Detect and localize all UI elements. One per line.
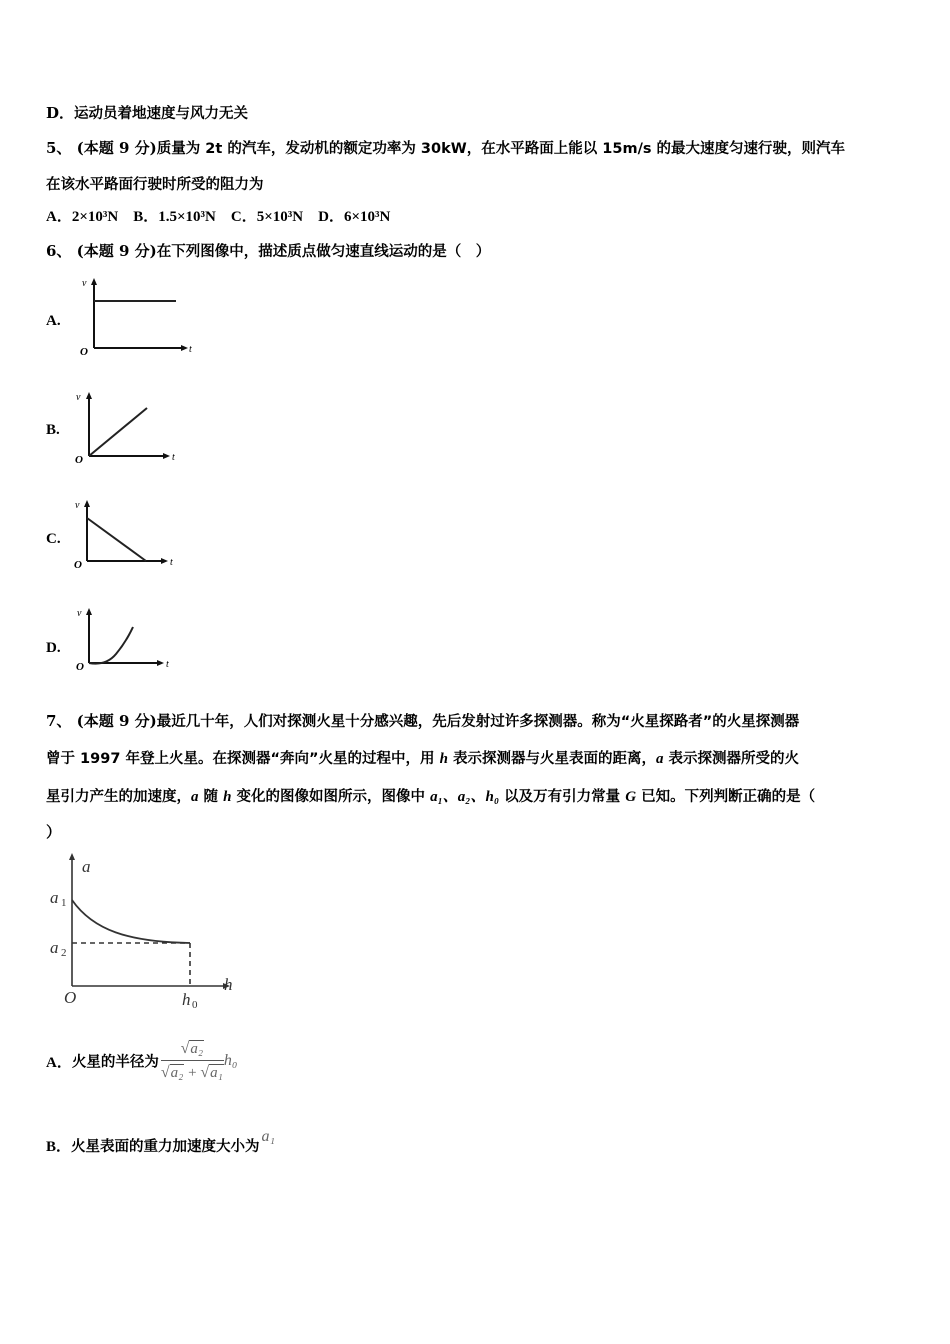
q5-line-2: [46, 174, 264, 195]
svg-text:O: O: [74, 559, 82, 570]
option-label: A．: [46, 1054, 72, 1071]
question-text: 在下列图像中，描述质点做匀速直线运动的是（ ）: [156, 244, 491, 260]
q6-graph-d: [76, 606, 176, 672]
x-axis-label: h: [224, 975, 233, 994]
svg-text:v: v: [77, 608, 82, 619]
svg-text:O: O: [76, 661, 84, 672]
q7-option-a[interactable]: [46, 1040, 237, 1082]
var-h: h: [223, 789, 232, 805]
formula-a1: a₁: [261, 1128, 276, 1145]
var-a: a: [655, 751, 664, 767]
question-number: 6、: [46, 242, 72, 260]
question-score: (本题 9 分): [76, 139, 157, 157]
q5-option-a[interactable]: A．2×10³N: [46, 209, 119, 225]
question-number: 7、: [46, 712, 72, 730]
svg-text:a: a: [50, 888, 59, 907]
q6-option-b-label[interactable]: B.: [46, 422, 60, 438]
text: 曾于 1997 年登上火星。在探测器“奔向”火星的过程中，用: [46, 751, 440, 767]
text: ）: [46, 823, 62, 841]
svg-text:v: v: [75, 500, 80, 511]
text: 随: [198, 789, 224, 805]
var-list: a₁、a₂、h₀: [430, 789, 500, 805]
question-text: 最近几十年，人们对探测火星十分感兴趣，先后发射过许多探测器。称为“火星探路者”的火星探测器: [156, 714, 800, 730]
svg-text:1: 1: [61, 897, 67, 909]
question-text: 在该水平路面行驶时所受的阻力为: [46, 177, 264, 193]
svg-text:t: t: [170, 557, 173, 568]
var-a: a: [191, 789, 199, 805]
svg-text:t: t: [172, 452, 175, 463]
question-score: (本题 9 分): [76, 712, 157, 730]
q7-line-4: [46, 822, 61, 842]
q7-line-2: [46, 748, 799, 769]
svg-text:O: O: [75, 454, 83, 465]
q7-line-3: [46, 786, 815, 807]
question-text: 质量为 2t 的汽车，发动机的额定功率为 30kW，在水平路面上能以 15m/s 的最大速度匀速行驶，则汽车: [156, 141, 846, 157]
q5-options: [46, 207, 390, 227]
q6-option-c-label[interactable]: C.: [46, 531, 61, 547]
text: 变化的图像如图所示，图像中: [231, 789, 431, 805]
q5-option-b[interactable]: B．1.5×10³N: [133, 209, 216, 225]
q6-stem: [46, 241, 490, 262]
q6-graph-b: [74, 390, 184, 465]
q6-option-d-label[interactable]: D.: [46, 640, 61, 656]
option-text: 火星的半径为: [71, 1054, 159, 1071]
q5-option-d[interactable]: D．6×10³N: [318, 209, 391, 225]
text: 表示探测器所受的火: [663, 751, 800, 767]
svg-text:t: t: [166, 659, 169, 670]
svg-text:O: O: [80, 346, 88, 358]
svg-text:v: v: [82, 278, 87, 289]
option-text: 运动员着地速度与风力无关: [74, 106, 249, 122]
q5-line-1: [46, 138, 845, 159]
text: 以及万有引力常量: [499, 789, 626, 805]
text: 星引力产生的加速度，: [46, 789, 191, 805]
var-h: h: [439, 751, 448, 767]
q7-option-b[interactable]: [46, 1128, 276, 1157]
option-text: 火星表面的重力加速度大小为: [71, 1139, 260, 1155]
option-label: B．: [46, 1139, 72, 1155]
text: 表示探测器与火星表面的距离，: [447, 751, 656, 767]
svg-text:h: h: [182, 990, 191, 1009]
q6-graph-a: [76, 276, 196, 358]
y-axis-label: a: [82, 857, 91, 876]
svg-text:v: v: [76, 392, 81, 403]
q5-option-c[interactable]: C．5×10³N: [230, 209, 304, 225]
radius-formula: $\frac{\text{√a₂}}{\text{√a₂ + √a₁}}$: [160, 1040, 223, 1081]
q4-option-d: [46, 103, 248, 124]
var-G: G: [625, 789, 637, 805]
svg-text:0: 0: [192, 999, 198, 1011]
q6-option-a-label[interactable]: A.: [46, 313, 61, 329]
text: 已知。下列判断正确的是（: [636, 789, 816, 805]
q7-figure-a-vs-h: [48, 850, 238, 1012]
q7-line-1: [46, 711, 799, 732]
svg-text:a: a: [50, 938, 59, 957]
question-number: 5、: [46, 139, 72, 157]
option-label: D．: [46, 104, 75, 122]
svg-text:t: t: [189, 344, 192, 355]
question-score: (本题 9 分): [76, 242, 157, 260]
formula-h0: h₀: [223, 1052, 238, 1069]
q6-graph-c: [74, 498, 184, 570]
svg-text:2: 2: [61, 947, 67, 959]
svg-text:O: O: [64, 988, 77, 1007]
